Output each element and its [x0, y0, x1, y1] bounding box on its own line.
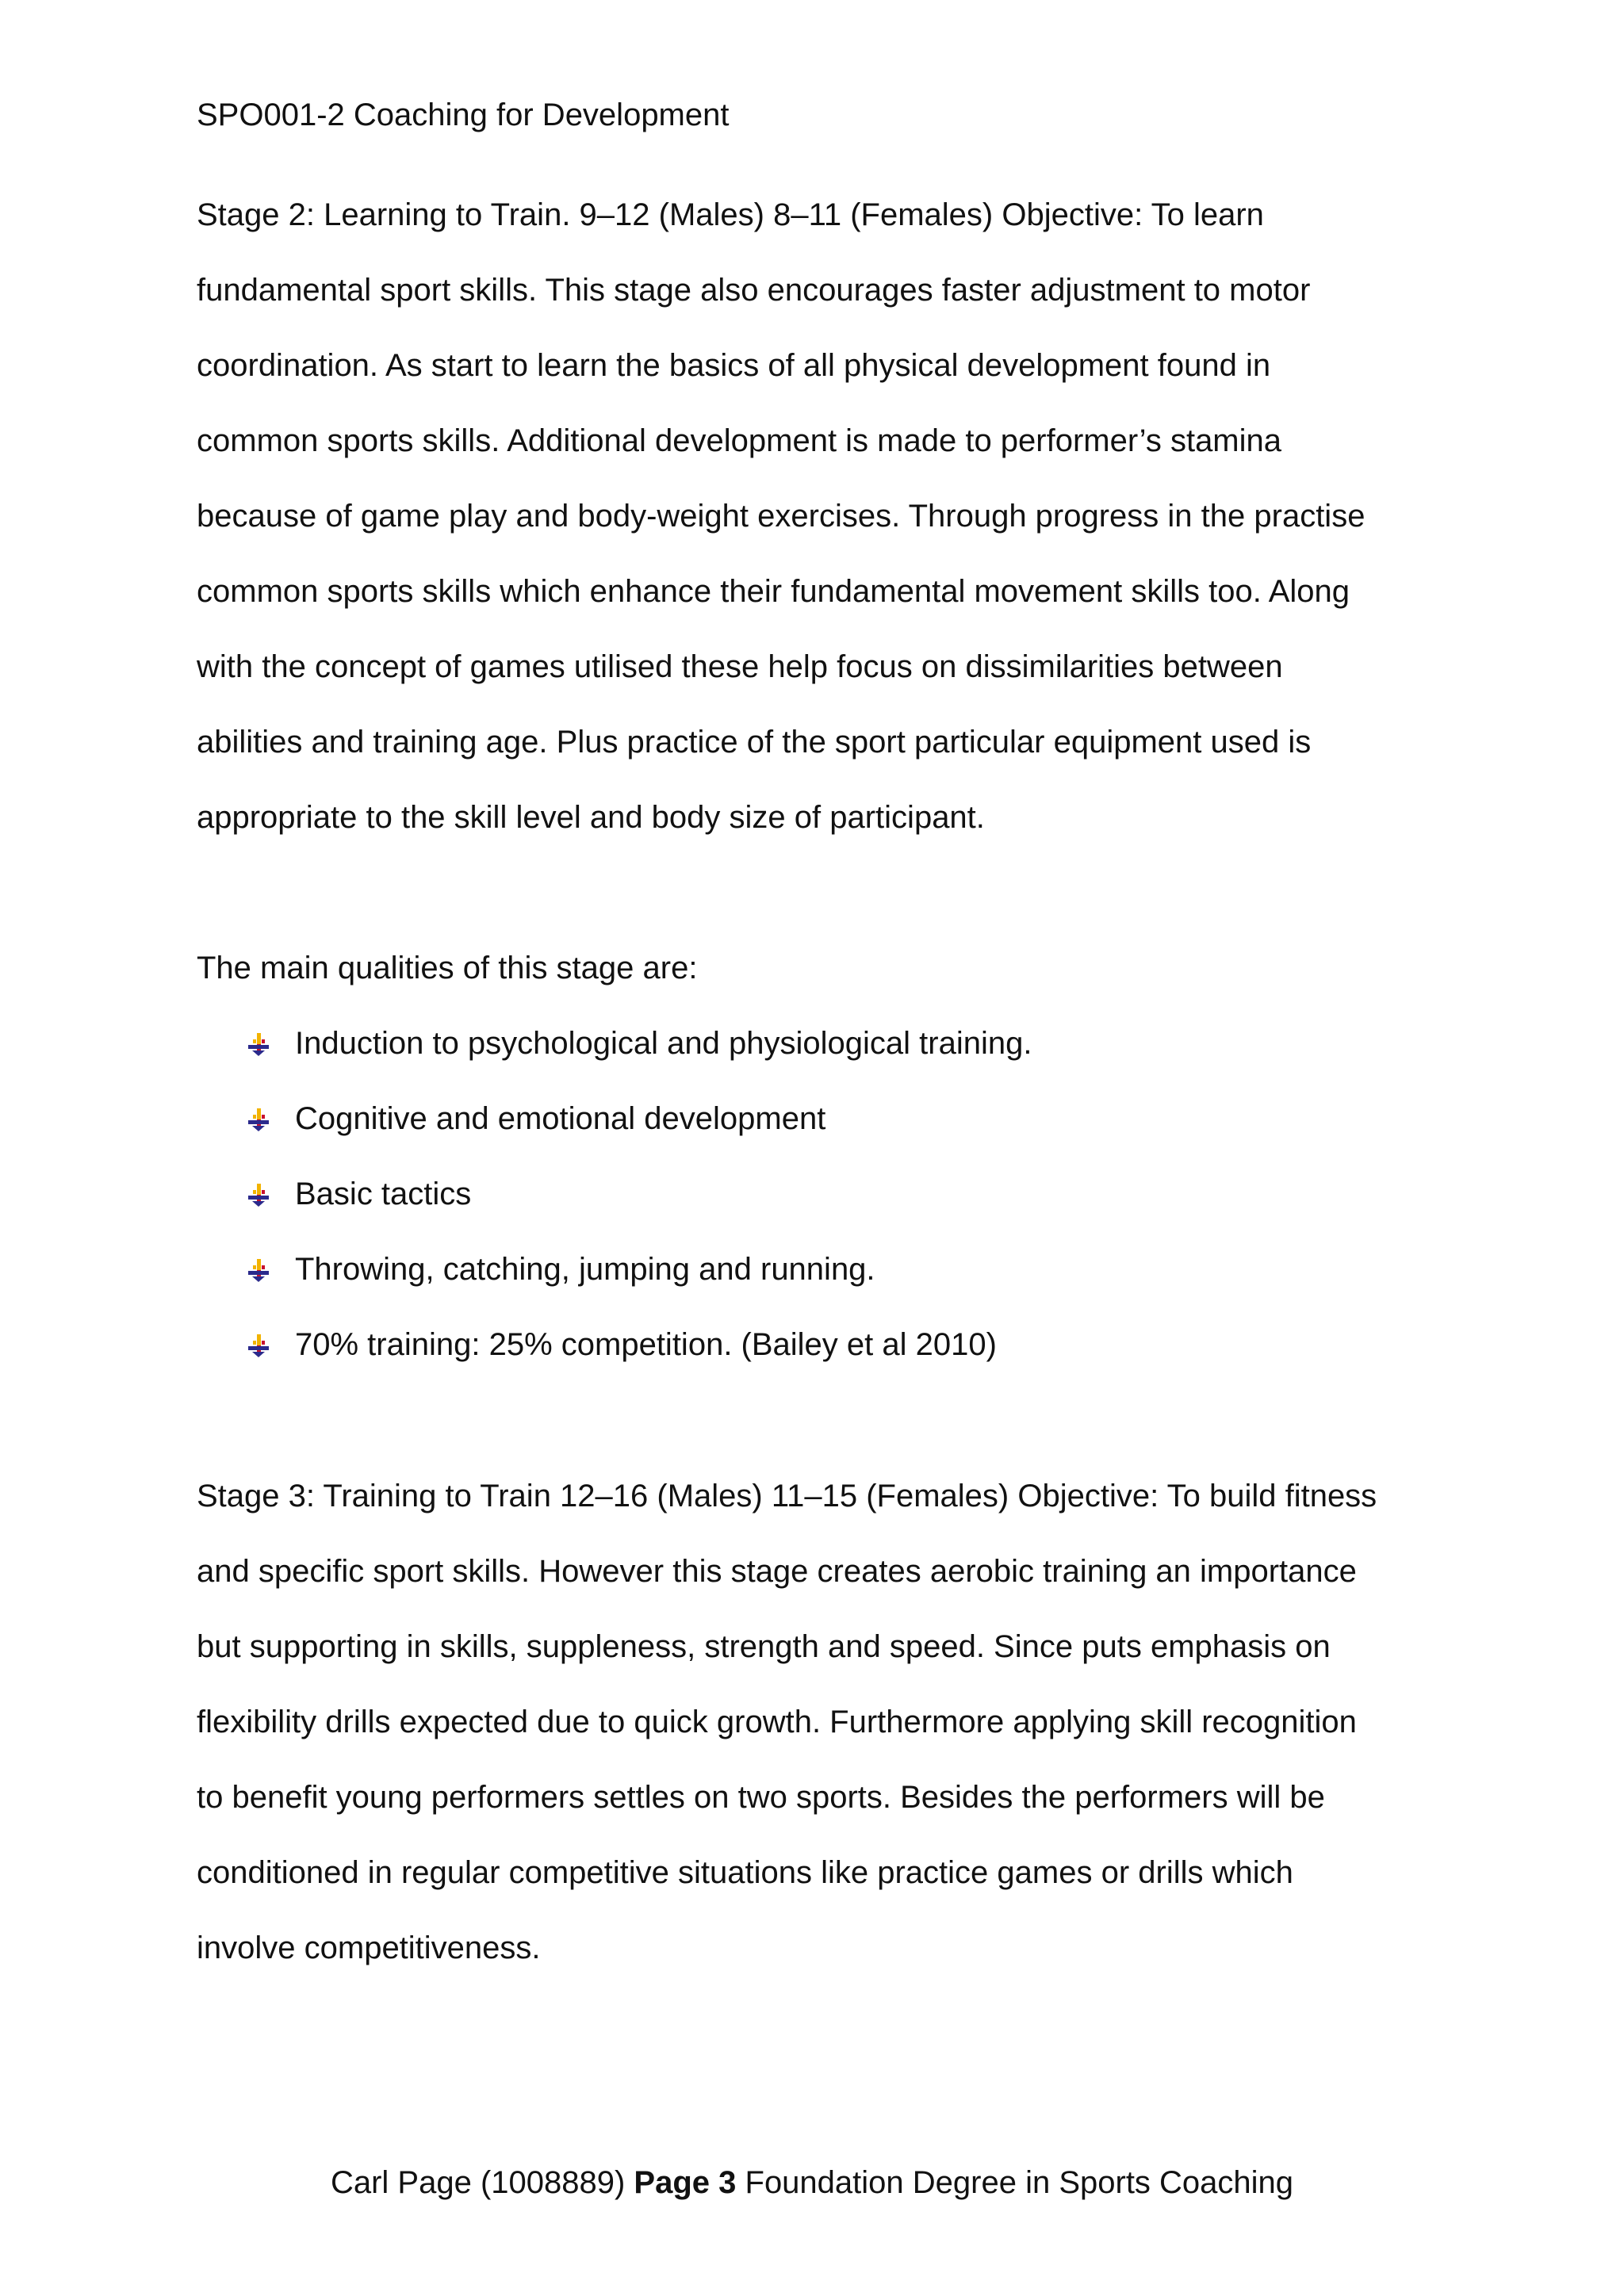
list-item	[246, 1006, 1032, 1081]
page-header: SPO001-2 Coaching for Development	[197, 98, 730, 132]
arrow-cross-bullet-icon	[246, 1031, 271, 1057]
paragraph-line: and specific sport skills. However this stage creates aerobic training an importance	[197, 1554, 1357, 1589]
paragraph-line: flexibility drills expected due to quick growth. Furthermore applying skill recognition	[197, 1705, 1357, 1739]
qualities-intro-text: The main qualities of this stage are:	[197, 951, 698, 985]
paragraph-line: fundamental sport skills. This stage also encourages faster adjustment to motor	[197, 273, 1311, 308]
paragraph-line: with the concept of games utilised these help focus on dissimilarities between	[197, 649, 1283, 684]
list-item-text: Cognitive and emotional development	[295, 1101, 826, 1136]
paragraph-line: involve competitiveness.	[197, 1931, 541, 1965]
list-item	[246, 1232, 1032, 1307]
arrow-cross-bullet-icon	[246, 1182, 271, 1207]
paragraph-line: Stage 2: Learning to Train. 9–12 (Males) 8–11 (Females) Objective: To learn	[197, 197, 1264, 232]
arrow-cross-bullet-icon	[246, 1107, 271, 1132]
arrow-cross-bullet-icon	[246, 1257, 271, 1283]
stage-2-paragraph	[197, 178, 1434, 855]
list-item-text: 70% training: 25% competition. (Bailey et al 2010)	[295, 1327, 997, 1362]
paragraph-line: common sports skills. Additional development is made to performer’s stamina	[197, 423, 1282, 458]
page-footer	[0, 2161, 1624, 2204]
list-item-text: Basic tactics	[295, 1177, 472, 1211]
footer-course: Foundation Degree in Sports Coaching	[736, 2165, 1294, 2200]
paragraph-line: conditioned in regular competitive situations like practice games or drills which	[197, 1855, 1293, 1890]
paragraph-line: coordination. As start to learn the basics of all physical development found in	[197, 348, 1271, 383]
list-item-text: Throwing, catching, jumping and running.	[295, 1252, 875, 1287]
paragraph-line: Stage 3: Training to Train 12–16 (Males) 11–15 (Females) Objective: To build fitness	[197, 1479, 1377, 1513]
list-item	[246, 1081, 1032, 1157]
footer-author: Carl Page (1008889)	[330, 2165, 634, 2200]
paragraph-line: because of game play and body-weight exercises. Through progress in the practise	[197, 499, 1365, 534]
paragraph-line: to benefit young performers settles on two sports. Besides the performers will be	[197, 1780, 1325, 1815]
stage-3-paragraph	[197, 1459, 1434, 1986]
arrow-cross-bullet-icon	[246, 1333, 271, 1358]
qualities-list	[246, 1006, 1032, 1383]
list-item-text: Induction to psychological and physiological training.	[295, 1026, 1032, 1061]
paragraph-line: appropriate to the skill level and body size of participant.	[197, 800, 985, 835]
paragraph-line: abilities and training age. Plus practice of the sport particular equipment used is	[197, 725, 1312, 760]
footer-page-number: Page 3	[634, 2165, 737, 2200]
list-item	[246, 1307, 1032, 1383]
paragraph-line: common sports skills which enhance their fundamental movement skills too. Along	[197, 574, 1350, 609]
paragraph-line: but supporting in skills, suppleness, strength and speed. Since puts emphasis on	[197, 1629, 1331, 1664]
list-item	[246, 1157, 1032, 1232]
qualities-intro	[197, 931, 1434, 1006]
